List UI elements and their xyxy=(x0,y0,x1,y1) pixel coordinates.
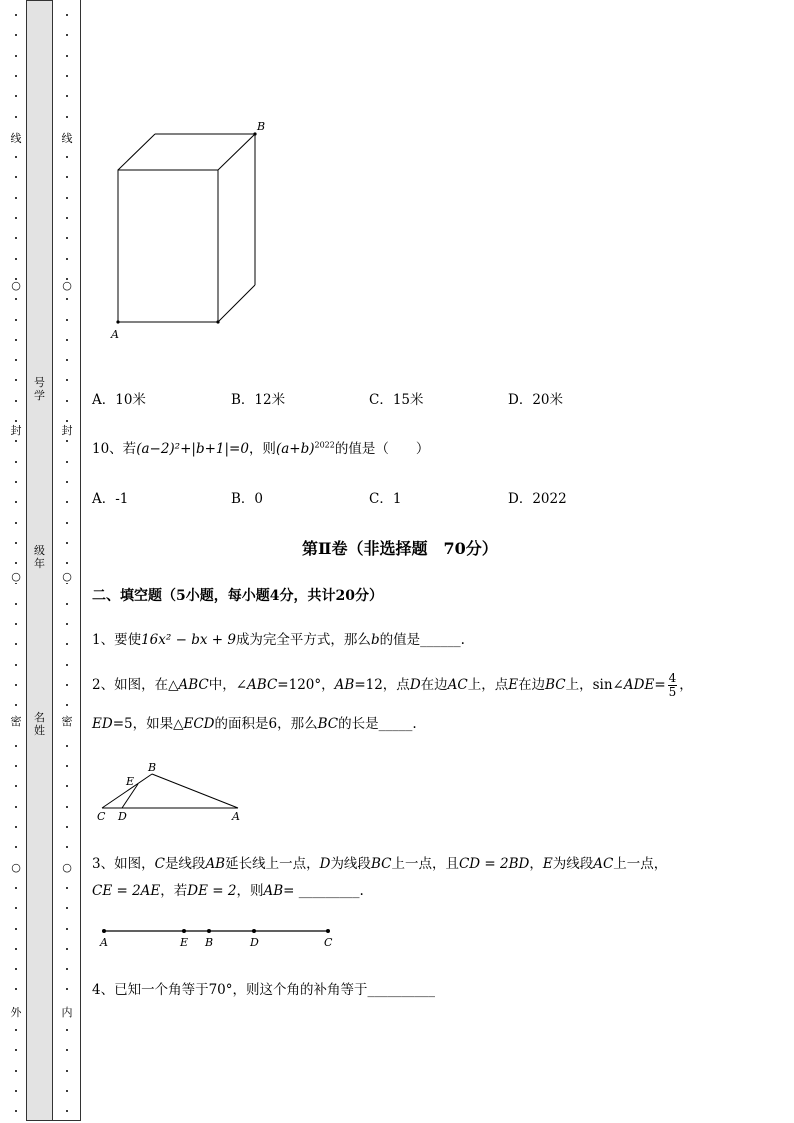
triangle-label-c: C xyxy=(97,810,106,823)
binding-dot xyxy=(15,826,17,828)
binding-dot xyxy=(66,806,68,808)
student-info-band xyxy=(26,0,53,1121)
binding-dot xyxy=(66,217,68,219)
fill-question-3-line1: 3、如图，C是线段AB延长线上一点，D为线段BC上一点，且CD = 2BD，E为线段AC上一点， xyxy=(92,856,668,872)
binding-dot xyxy=(66,928,68,930)
q9-option-a: A．10米 xyxy=(92,392,146,408)
margin-label-mi: 密 xyxy=(61,715,73,728)
binding-dot xyxy=(66,14,68,16)
q10-option-b: B．0 xyxy=(231,491,264,507)
binding-dot xyxy=(66,603,68,605)
binding-dot xyxy=(66,298,68,300)
binding-dot xyxy=(15,704,17,706)
binding-dot xyxy=(15,1070,17,1072)
binding-dot xyxy=(66,461,68,463)
triangle-label-a: A xyxy=(232,810,240,823)
binding-dot xyxy=(66,1049,68,1051)
binding-dot xyxy=(66,1090,68,1092)
binding-dot xyxy=(66,258,68,260)
binding-dot xyxy=(66,643,68,645)
binding-dot xyxy=(15,1029,17,1031)
binding-dot xyxy=(15,319,17,321)
point-label-a: A xyxy=(111,328,119,341)
segment-label-e: E xyxy=(180,936,189,949)
binding-dot xyxy=(15,14,17,16)
binding-dot xyxy=(15,562,17,564)
field-name: 名 姓 xyxy=(34,711,45,737)
binding-dot xyxy=(15,95,17,97)
q10-condition: (a−2)²+|b+1|=0 xyxy=(136,441,249,457)
binding-dot xyxy=(15,603,17,605)
binding-dot xyxy=(66,116,68,118)
q10-option-d: D．2022 xyxy=(508,491,567,507)
point-label-b: B xyxy=(257,120,266,133)
binding-dot xyxy=(15,156,17,158)
field-grade: 级 年 xyxy=(34,544,45,570)
binding-dot xyxy=(66,481,68,483)
binding-dot xyxy=(66,684,68,686)
binding-dot xyxy=(15,461,17,463)
binding-dot xyxy=(15,928,17,930)
binding-dot xyxy=(66,197,68,199)
binding-margin-right xyxy=(53,0,81,1121)
binding-dot xyxy=(66,379,68,381)
binding-dot xyxy=(66,968,68,970)
q9-option-d: D．20米 xyxy=(508,392,564,408)
binding-dot xyxy=(15,785,17,787)
margin-label-feng: 封 xyxy=(10,424,22,437)
q10-expression: (a+b) xyxy=(275,441,315,457)
binding-dot xyxy=(15,988,17,990)
binding-dot xyxy=(15,217,17,219)
margin-label-xian: 线 xyxy=(61,132,73,145)
segment-label-d: D xyxy=(250,936,259,949)
binding-dot xyxy=(66,319,68,321)
triangle-label-b: B xyxy=(148,761,157,774)
margin-circle: ○ xyxy=(9,280,23,292)
binding-dot xyxy=(15,55,17,57)
dot-column-left xyxy=(9,0,23,1123)
q10-option-a: A．-1 xyxy=(92,491,129,507)
binding-dot xyxy=(66,542,68,544)
binding-dot xyxy=(15,481,17,483)
fill-question-4: 4、已知一个角等于70°，则这个角的补角等于__________ xyxy=(92,982,436,998)
binding-dot xyxy=(66,907,68,909)
binding-dot xyxy=(15,501,17,503)
binding-dot xyxy=(15,968,17,970)
binding-dot xyxy=(66,745,68,747)
binding-dot xyxy=(66,95,68,97)
binding-dot xyxy=(66,846,68,848)
binding-dot xyxy=(66,765,68,767)
cuboid-figure xyxy=(110,118,290,343)
binding-dot xyxy=(15,116,17,118)
triangle-label-e: E xyxy=(126,775,135,788)
binding-dot xyxy=(15,237,17,239)
margin-label-xian: 线 xyxy=(10,132,22,145)
binding-dot xyxy=(66,826,68,828)
binding-dot xyxy=(15,339,17,341)
binding-dot xyxy=(66,664,68,666)
binding-dot xyxy=(66,988,68,990)
margin-circle: ○ xyxy=(60,280,74,292)
binding-dot xyxy=(66,501,68,503)
q9-option-b: B．12米 xyxy=(231,392,286,408)
binding-dot xyxy=(66,359,68,361)
segment-figure xyxy=(98,924,343,952)
dot-column-right xyxy=(60,0,74,1120)
binding-dot xyxy=(66,339,68,341)
binding-dot xyxy=(66,75,68,77)
binding-dot xyxy=(66,704,68,706)
binding-dot xyxy=(15,765,17,767)
margin-circle: ○ xyxy=(9,862,23,874)
binding-dot xyxy=(66,623,68,625)
binding-dot xyxy=(15,359,17,361)
binding-dot xyxy=(66,1110,68,1112)
segment-label-c: C xyxy=(324,936,333,949)
binding-dot xyxy=(66,785,68,787)
field-student-number: 号 学 xyxy=(34,376,45,402)
binding-dot xyxy=(15,745,17,747)
binding-dot xyxy=(66,562,68,564)
fill-question-3-line2: CE = 2AE，若DE = 2，则AB= _________. xyxy=(92,883,364,899)
binding-dot xyxy=(15,948,17,950)
binding-dot xyxy=(15,34,17,36)
margin-circle: ○ xyxy=(60,571,74,583)
binding-dot xyxy=(15,440,17,442)
binding-dot xyxy=(15,379,17,381)
binding-dot xyxy=(15,400,17,402)
question-10: 10、若(a−2)²+|b+1|=0，则$(a+b)^{2022}$的值是（ ） xyxy=(92,440,430,457)
segment-label-a: A xyxy=(100,936,108,949)
binding-dot xyxy=(15,1110,17,1112)
binding-dot xyxy=(15,75,17,77)
binding-dot xyxy=(15,684,17,686)
binding-dot xyxy=(66,400,68,402)
binding-margin-left xyxy=(9,0,23,1123)
margin-label-wai: 外 xyxy=(10,1006,22,1019)
binding-dot xyxy=(15,1049,17,1051)
binding-dot xyxy=(15,664,17,666)
binding-dot xyxy=(66,176,68,178)
binding-dot xyxy=(15,887,17,889)
margin-circle: ○ xyxy=(9,571,23,583)
binding-dot xyxy=(15,623,17,625)
q10-option-c: C．1 xyxy=(369,491,402,507)
segment-label-b: B xyxy=(205,936,214,949)
q9-option-c: C．15米 xyxy=(369,392,424,408)
binding-dot xyxy=(66,156,68,158)
binding-dot xyxy=(15,197,17,199)
binding-dot xyxy=(15,420,17,422)
binding-dot xyxy=(15,298,17,300)
margin-label-nei: 内 xyxy=(61,1006,73,1019)
margin-label-feng: 封 xyxy=(61,424,73,437)
binding-dot xyxy=(66,237,68,239)
binding-dot xyxy=(15,522,17,524)
binding-dot xyxy=(66,440,68,442)
binding-dot xyxy=(66,1029,68,1031)
binding-dot xyxy=(66,34,68,36)
exam-content xyxy=(92,0,782,1123)
fill-question-2-line2: ED=5，如果△ECD的面积是6，那么BC的长是_____. xyxy=(92,716,417,732)
section-2-heading: 二、填空题（5小题，每小题4分，共计20分） xyxy=(92,588,383,604)
triangle-figure xyxy=(96,760,246,824)
margin-label-mi: 密 xyxy=(10,715,22,728)
binding-dot xyxy=(15,1090,17,1092)
binding-dot xyxy=(66,522,68,524)
binding-dot xyxy=(15,176,17,178)
binding-dot xyxy=(66,55,68,57)
binding-dot xyxy=(15,846,17,848)
triangle-label-d: D xyxy=(118,810,127,823)
binding-dot xyxy=(15,542,17,544)
part-2-title: 第Ⅱ卷（非选择题 70分） xyxy=(302,539,498,558)
binding-dot xyxy=(15,907,17,909)
fill-question-2-line1: 2、如图，在△ABC中，∠ABC=120°，AB=12，点D在边AC上，点E在边BC上，sin∠ADE= $\frac{4}{5}$ ， xyxy=(92,671,693,699)
fraction-4-5: $\frac{4}{5}$ xyxy=(668,671,677,699)
binding-dot xyxy=(15,643,17,645)
margin-circle: ○ xyxy=(60,862,74,874)
binding-dot xyxy=(66,948,68,950)
binding-dot xyxy=(66,887,68,889)
fill-question-1: 1、要使16x² − bx + 9成为完全平方式，那么b的值是______. xyxy=(92,632,465,648)
binding-dot xyxy=(15,258,17,260)
binding-dot xyxy=(66,1070,68,1072)
binding-dot xyxy=(15,806,17,808)
binding-dot xyxy=(66,420,68,422)
